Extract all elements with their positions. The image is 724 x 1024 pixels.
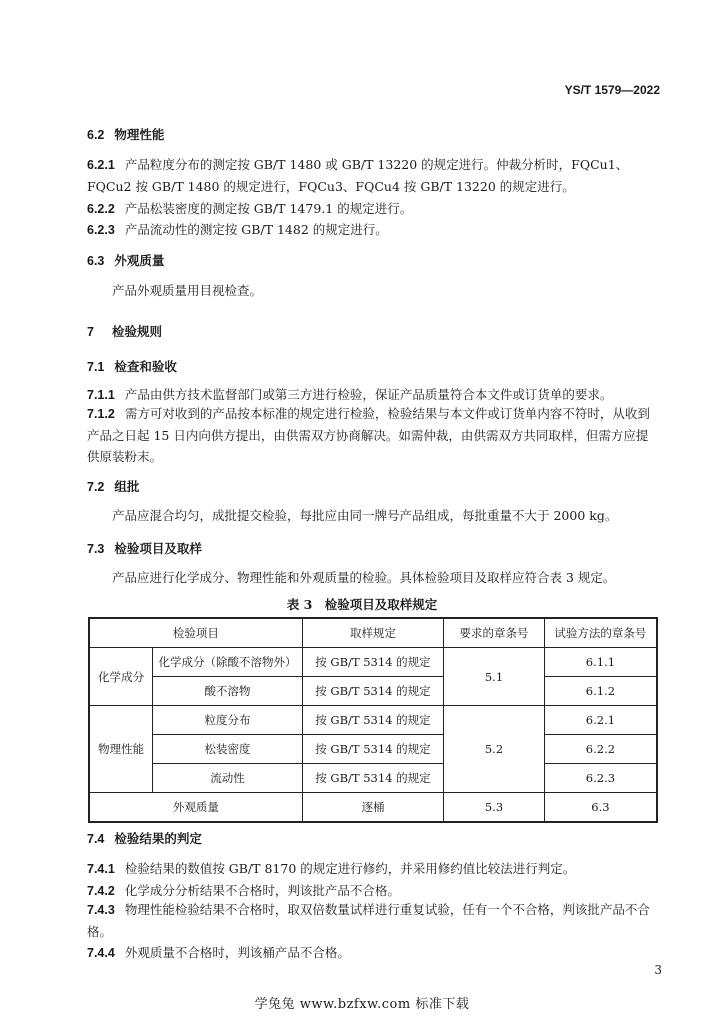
chapter-7-heading	[87, 322, 162, 340]
item-cell: 外观质量	[89, 793, 302, 823]
item-cell: 酸不溶物	[153, 677, 302, 706]
table-row	[89, 677, 657, 706]
method-cell: 6.2.1	[544, 706, 657, 735]
table-3	[88, 617, 658, 823]
group-cell: 物理性能	[89, 706, 153, 793]
header-item: 检验项目	[89, 618, 302, 648]
table-header-row	[89, 618, 657, 648]
clause-number: 6.2.2	[87, 202, 115, 216]
clause-text: 需方可对收到的产品按本标准的规定进行检验，检验结果与本文件或订货单内容不符时，从收到产品之日起 15 日内向供方提出，由供需双方协商解决。如需仲裁，由供需双方共同取样，但需方应提供原装粉末。	[87, 406, 650, 464]
sampling-cell: 按 GB/T 5314 的规定	[302, 648, 444, 677]
section-7-3-text: 产品应进行化学成分、物理性能和外观质量的检验。具体检验项目及取样应符合表 3 规定。	[112, 570, 616, 585]
section-number: 7.3	[87, 542, 105, 556]
clause-number: 6.2.3	[87, 223, 115, 237]
footer-watermark-text: 学兔兔 www.bzfxw.com 标准下载	[254, 997, 470, 1012]
section-title: 检验项目及取样	[114, 541, 202, 556]
header-sampling: 取样规定	[302, 618, 444, 648]
section-6-3-heading	[87, 251, 164, 269]
clause-text: 产品粒度分布的测定按 GB/T 1480 或 GB/T 13220 的规定进行。仲裁分析时，FQCu1、FQCu2 按 GB/T 1480 的规定进行，FQCu3、FQCu4 按 GB/T 13220 的规定进行。	[87, 157, 629, 194]
table-row	[89, 648, 657, 677]
clause-number: 7.1.1	[87, 388, 115, 402]
req-cell: 5.2	[444, 706, 545, 793]
section-title: 检查和验收	[114, 359, 177, 374]
chapter-number: 7	[87, 325, 94, 339]
sampling-cell: 按 GB/T 5314 的规定	[302, 764, 444, 793]
section-title: 检验结果的判定	[114, 831, 202, 846]
section-7-3-heading	[87, 539, 202, 557]
clause-number: 7.4.2	[87, 884, 115, 898]
clause-7-1-1	[87, 385, 612, 403]
header-req: 要求的章条号	[444, 618, 545, 648]
clause-7-4-4	[87, 943, 350, 961]
header-method: 试验方法的章条号	[544, 618, 657, 648]
section-number: 6.2	[87, 128, 105, 142]
clause-6-2-1	[87, 154, 659, 197]
clause-number: 7.4.4	[87, 946, 115, 960]
clause-text: 产品由供方技术监督部门或第三方进行检验，保证产品质量符合本文件或订货单的要求。	[124, 387, 613, 402]
item-cell: 粒度分布	[153, 706, 302, 735]
clause-text: 产品流动性的测定按 GB/T 1482 的规定进行。	[124, 222, 388, 237]
sampling-cell: 逐桶	[302, 793, 444, 823]
section-6-3-text: 产品外观质量用目视检查。	[112, 283, 263, 298]
table-row	[89, 735, 657, 764]
method-cell: 6.2.3	[544, 764, 657, 793]
clause-7-4-3	[87, 899, 659, 942]
clause-6-2-3	[87, 220, 388, 238]
group-cell: 化学成分	[89, 648, 153, 706]
section-6-2-heading	[87, 125, 164, 143]
method-cell: 6.3	[544, 793, 657, 823]
item-cell: 化学成分（除酸不溶物外）	[153, 648, 302, 677]
standard-number: YS/T 1579—2022	[564, 83, 660, 97]
chapter-title: 检验规则	[111, 324, 162, 339]
req-cell: 5.1	[444, 648, 545, 706]
table-3-caption: 表 3 检验项目及取样规定	[286, 597, 438, 612]
clause-number: 7.4.3	[87, 903, 115, 917]
item-cell: 流动性	[153, 764, 302, 793]
item-cell: 松装密度	[153, 735, 302, 764]
section-7-2-text: 产品应混合均匀，成批提交检验，每批应由同一牌号产品组成，每批重量不大于 2000 kg。	[112, 508, 618, 523]
section-number: 6.3	[87, 254, 105, 268]
page-number: 3	[654, 963, 662, 977]
clause-7-1-2	[87, 403, 659, 467]
table-row	[89, 706, 657, 735]
sampling-cell: 按 GB/T 5314 的规定	[302, 706, 444, 735]
section-7-2-heading	[87, 477, 139, 495]
section-number: 7.4	[87, 832, 105, 846]
req-cell: 5.3	[444, 793, 545, 823]
section-title: 物理性能	[114, 127, 165, 142]
section-7-4-heading	[87, 829, 202, 847]
sampling-cell: 按 GB/T 5314 的规定	[302, 677, 444, 706]
method-cell: 6.1.1	[544, 648, 657, 677]
method-cell: 6.2.2	[544, 735, 657, 764]
clause-number: 6.2.1	[87, 158, 115, 172]
clause-7-4-2	[87, 881, 400, 899]
clause-6-2-2	[87, 199, 412, 217]
sampling-cell: 按 GB/T 5314 的规定	[302, 735, 444, 764]
clause-7-4-1	[87, 859, 575, 877]
section-title: 外观质量	[114, 253, 165, 268]
section-7-1-heading	[87, 357, 177, 375]
section-title: 组批	[114, 479, 140, 494]
clause-number: 7.4.1	[87, 862, 115, 876]
clause-text: 化学成分分析结果不合格时，判该批产品不合格。	[124, 883, 400, 898]
table-row	[89, 764, 657, 793]
clause-text: 检验结果的数值按 GB/T 8170 的规定进行修约，并采用修约值比较法进行判定。	[124, 861, 576, 876]
method-cell: 6.1.2	[544, 677, 657, 706]
clause-text: 物理性能检验结果不合格时，取双倍数量试样进行重复试验，任有一个不合格，判该批产品不合格。	[87, 902, 650, 939]
section-number: 7.2	[87, 480, 105, 494]
clause-text: 产品松装密度的测定按 GB/T 1479.1 的规定进行。	[124, 201, 413, 216]
section-number: 7.1	[87, 360, 105, 374]
clause-number: 7.1.2	[87, 407, 115, 421]
table-row	[89, 793, 657, 823]
clause-text: 外观质量不合格时，判该桶产品不合格。	[124, 945, 350, 960]
